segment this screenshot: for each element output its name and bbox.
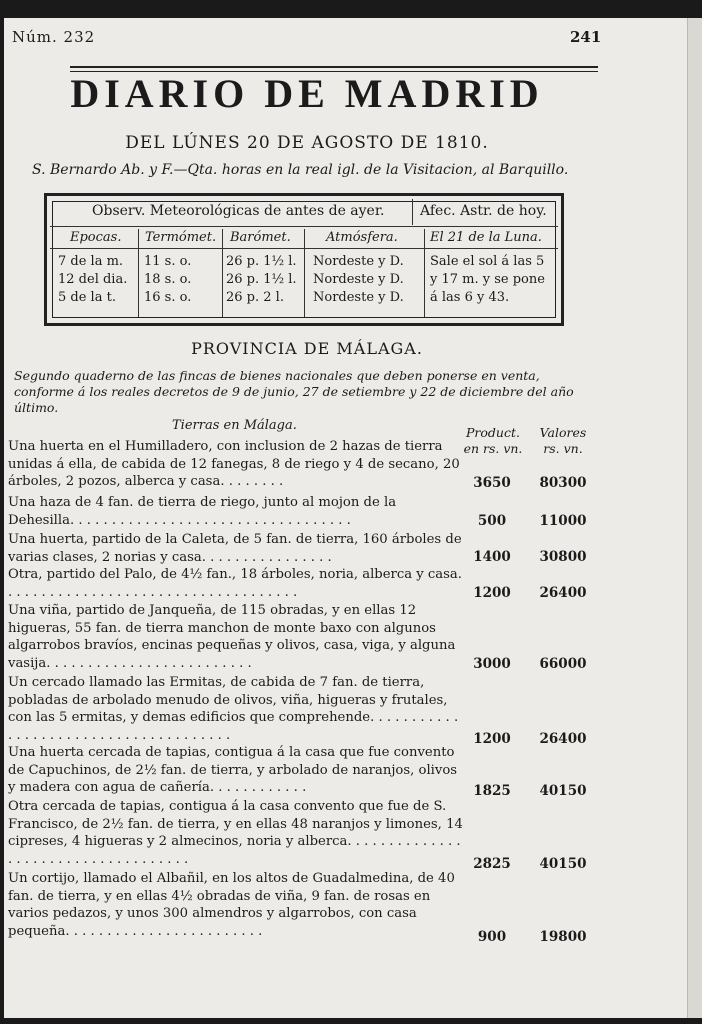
valuation: 66000 [539, 656, 587, 672]
dateline: DEL LÚNES 20 DE AGOSTO DE 1810. [125, 133, 489, 153]
product-value: 500 [477, 513, 507, 529]
property-entry: Una huerta en el Humilladero, con inclusion de 2 hazas de tierra unidas á ella, de cabida de 12 fanegas, 8 de riego y 4 de secano, 20 árboles, 2 pozos, alberca y casa. . . . . . . . [8, 439, 460, 490]
obs-atmosfera: Nordeste y D. [313, 254, 404, 269]
product-value: 3650 [473, 475, 511, 491]
col-barometro: Barómet. [230, 230, 291, 245]
col-epocas: Epocas. [70, 230, 122, 245]
property-entry: Un cortijo, llamado el Albañil, en los altos de Guadalmedina, de 40 fan. de tierra, y en ellas 4½ obradas de viña, 9 fan. de rosas en varios pedazos, y unos 300 almendros y algarrobos, con casa pequeña. . . . . . . . . . . . . . . . . . . . . . . . [8, 871, 455, 939]
valuation: 19800 [539, 929, 587, 945]
product-value: 3000 [473, 656, 511, 672]
product-value: 1400 [473, 549, 511, 565]
col-divider [424, 229, 425, 317]
meteo-heading: Observ. Meteorológicas de antes de ayer. [92, 203, 385, 219]
col-divider [222, 229, 223, 317]
obs-barometro: 26 p. 2 l. [226, 290, 284, 305]
product-header-line: Product. [466, 425, 520, 440]
obs-barometro: 26 p. 1½ l. [226, 272, 297, 287]
col-divider [304, 229, 305, 317]
property-entry: Un cercado llamado las Ermitas, de cabida de 7 fan. de tierra, pobladas de arbolado menudo de olivos, viña, higueras y frutales, con las 5 ermitas, y demas edificios que comprehende. . . . . . . . . . . . . . . . . . . . . . . . . . . . . . . . . . . . . . [8, 675, 459, 743]
page-edge [687, 18, 702, 1018]
property-entry: Una huerta cercada de tapias, contigua á la casa que fue convento de Capuchinos, de 2½ fan. de tierra, y arbolado de naranjos, olivos y madera con agua de cañería. . . . . . . . . . . . [8, 745, 458, 796]
product-column-header [462, 425, 524, 457]
saint-of-day-line: S. Bernardo Ab. y F.—Qta. horas en la real igl. de la Visitacion, al Barquillo. [32, 162, 569, 178]
col-atmosfera: Atmósfera. [326, 230, 398, 245]
col-luna: El 21 de la Luna. [430, 230, 542, 245]
product-header-line: en rs. vn. [463, 441, 523, 456]
obs-epoca: 5 de la t. [58, 290, 116, 305]
top-rule [70, 66, 598, 68]
valuation: 26400 [539, 585, 587, 601]
section-intro: Segundo quaderno de las fincas de bienes nacionales que deben ponerse en venta, conforme á los reales decretos de 9 de junio, 27 de setiembre y 22 de diciembre del año último. [14, 368, 574, 415]
values-header-line: Valores [539, 425, 587, 440]
astro-line: Sale el sol á las 5 [430, 254, 545, 269]
obs-termometro: 18 s. o. [144, 272, 192, 287]
valuation: 40150 [539, 783, 587, 799]
property-entry: Una viña, partido de Janqueña, de 115 obradas, y en ellas 12 higueras, 55 fan. de tierra manchon de monte baxo con algunos algarrobos bravíos, encinas pequeñas y olivos, casa, viga, y alguna vasija. . . . . . . . . . . . . . . . . . . . . . . . . [8, 603, 456, 671]
obs-atmosfera: Nordeste y D. [313, 290, 404, 305]
values-header-line: rs. vn. [543, 441, 583, 456]
product-value: 1825 [473, 783, 511, 799]
obs-termometro: 11 s. o. [144, 254, 192, 269]
page-number: 241 [570, 28, 602, 46]
astro-line: á las 6 y 43. [430, 290, 510, 305]
section-subtitle: Tierras en Málaga. [172, 418, 297, 433]
obs-termometro: 16 s. o. [144, 290, 192, 305]
property-entry: Una huerta, partido de la Caleta, de 5 fan. de tierra, 160 árboles de varias clases, 2 norias y casa. . . . . . . . . . . . . . . . [8, 532, 462, 565]
product-value: 1200 [473, 585, 511, 601]
obs-epoca: 7 de la m. [58, 254, 124, 269]
astro-line: y 17 m. y se pone [430, 272, 545, 287]
observations-header-rule [50, 226, 558, 227]
heading-divider [412, 199, 413, 225]
issue-number: Núm. 232 [12, 28, 96, 46]
values-column-header [530, 425, 596, 457]
col-divider [138, 229, 139, 317]
astro-heading: Afec. Astr. de hoy. [420, 203, 547, 219]
valuation: 30800 [539, 549, 587, 565]
valuation: 40150 [539, 856, 587, 872]
masthead-title: DIARIO DE MADRID [70, 71, 544, 116]
valuation: 11000 [539, 513, 587, 529]
obs-barometro: 26 p. 1½ l. [226, 254, 297, 269]
product-value: 2825 [473, 856, 511, 872]
valuation: 80300 [539, 475, 587, 491]
product-value: 900 [477, 929, 507, 945]
property-entry: Una haza de 4 fan. de tierra de riego, junto al mojon de la Dehesilla. . . . . . . . . . . . . . . . . . . . . . . . . . . . . . . . . . [8, 495, 397, 528]
section-title: PROVINCIA DE MÁLAGA. [191, 339, 423, 358]
obs-atmosfera: Nordeste y D. [313, 272, 404, 287]
col-termometro: Termómet. [145, 230, 217, 245]
obs-epoca: 12 del dia. [58, 272, 128, 287]
property-entry: Otra cercada de tapias, contigua á la casa convento que fue de S. Francisco, de 2½ fan. de tierra, y en ellas 48 naranjos y limones, 14 cipreses, 4 higueras y 2 almecinos, noria y alberca. . . . . . . . . . . . . . . . . . . . . . . . . . . . . . . . . . . . [8, 799, 463, 867]
product-value: 1200 [473, 731, 511, 747]
property-entry: Otra, partido del Palo, de 4½ fan., 18 árboles, noria, alberca y casa. . . . . . . . . . . . . . . . . . . . . . . . . . . . . . . . . . . . [8, 567, 462, 600]
valuation: 26400 [539, 731, 587, 747]
